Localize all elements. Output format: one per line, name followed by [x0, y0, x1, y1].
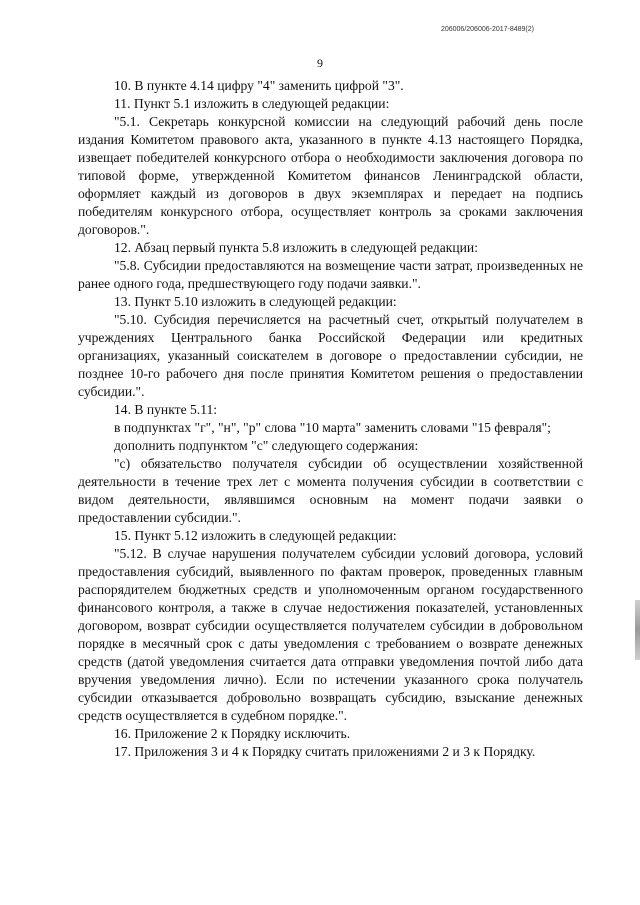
document-body — [78, 77, 583, 761]
document-id: 206006/206006-2017-8489(2) — [440, 26, 534, 33]
quoted-subclause-c: "с) обязательство получателя субсидии об осуществлении хозяйственной деятельности в течение трех лет с момента получения субсидии в соответствии с видом деятельности, являвшимся основным на момент подачи заявки о предоставлении субсидии.". — [78, 456, 583, 525]
paragraph-item-14: 14. В пункте 5.11: — [114, 402, 218, 417]
quoted-clause-5-8: "5.8. Субсидии предоставляются на возмещение части затрат, произведенных не ранее одного года, предшествующего году подачи заявки.". — [78, 258, 583, 291]
quoted-clause-5-10: "5.10. Субсидия перечисляется на расчетный счет, открытый получателем в учреждениях Центрального банка Российской Федерации или кредитных организациях, указанный соискателем в договоре о предоставлении субсидии, не позднее 10-го рабочего дня после принятия Комитетом решения о предоставлении субсидии.". — [78, 312, 583, 399]
quoted-clause-5-12: "5.12. В случае нарушения получателем субсидии условий договора, условий предоставления субсидий, выявленного по фактам проверок, проведенных главным распорядителем бюджетных средств и уполномоченным органом государственного финансового контроля, а также в случае недостижения показателей, установленных договором, возврат субсидии осуществляется получателем субсидии в добровольном порядке в месячный срок с даты уведомления с требованием о возврате денежных средств (датой уведомления считается дата отправки уведомления почтой либо дата вручения уведомления лично). Если по истечении указанного срока получатель субсидии отказывается добровольно возвращать субсидию, взыскание денежных средств осуществляется в судебном порядке.". — [78, 546, 583, 723]
paragraph-item-13: 13. Пункт 5.10 изложить в следующей редакции: — [114, 294, 397, 309]
paragraph-item-12: 12. Абзац первый пункта 5.8 изложить в следующей редакции: — [114, 240, 478, 255]
paragraph-item-10: 10. В пункте 4.14 цифру "4" заменить цифрой "3". — [114, 78, 404, 93]
scan-edge-mark — [635, 600, 640, 660]
subclause-amendment: в подпунктах "г", "н", "р" слова "10 марта" заменить словами "15 февраля"; — [114, 420, 551, 435]
paragraph-item-17: 17. Приложения 3 и 4 к Порядку считать приложениями 2 и 3 к Порядку. — [114, 744, 536, 759]
paragraph-item-11: 11. Пункт 5.1 изложить в следующей редакции: — [114, 96, 390, 111]
quoted-clause-5-1: "5.1. Секретарь конкурсной комиссии на следующий рабочий день после издания Комитетом правового акта, указанного в пункте 4.13 настоящего Порядка, извещает победителей конкурсного отбора о необходимости заключения договора по типовой форме, утвержденной Комитетом финансов Ленинградской области, оформляет каждый из договоров в двух экземплярах и передает на подпись победителям конкурсного отбора, осуществляет контроль за сроками заключения договоров.". — [78, 114, 583, 237]
paragraph-item-16: 16. Приложение 2 к Порядку исключить. — [114, 726, 351, 741]
subclause-addition: дополнить подпунктом "с" следующего содержания: — [114, 438, 419, 453]
page-number: 9 — [317, 56, 323, 70]
paragraph-item-15: 15. Пункт 5.12 изложить в следующей редакции: — [114, 528, 397, 543]
